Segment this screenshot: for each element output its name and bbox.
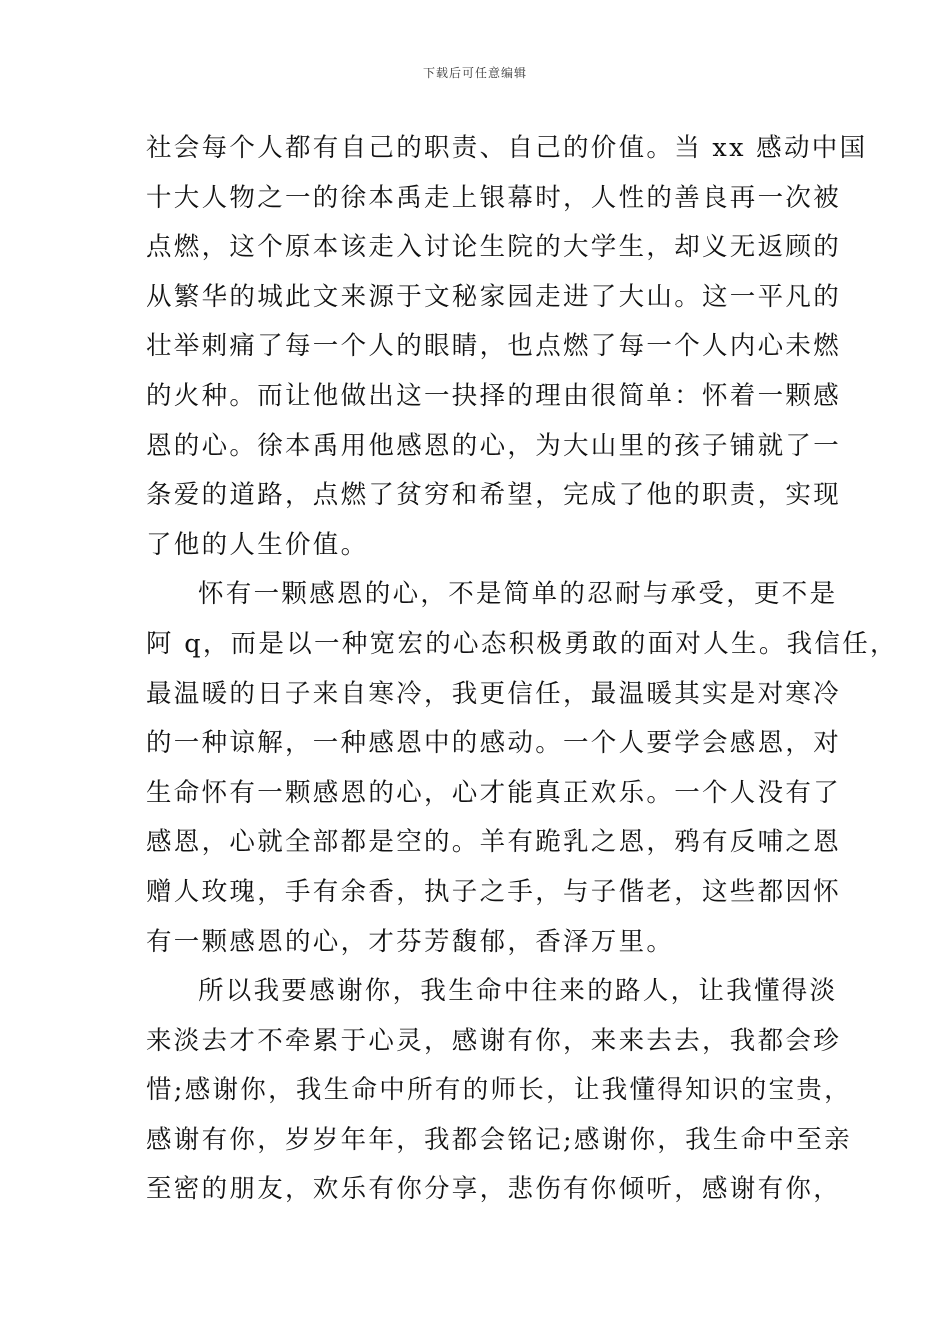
paragraph-2 — [146, 570, 898, 967]
paragraph-1 — [146, 124, 868, 570]
text-line: 的火种。而让他做出这一抉择的理由很简单：怀着一颗感 — [146, 380, 842, 411]
text-line: 最温暖的日子来自寒冷，我更信任，最温暖其实是对寒冷 — [146, 678, 842, 709]
text-line: 至密的朋友，欢乐有你分享，悲伤有你倾听，感谢有你， — [146, 1174, 842, 1205]
text-line-indented: 怀有一颗感恩的心，不是简单的忍耐与承受，更不是 — [198, 579, 838, 610]
page-header: 下载后可任意编辑 — [422, 66, 527, 80]
text-line: 来淡去才不牵累于心灵，感谢有你，来来去去，我都会珍 — [146, 1025, 842, 1056]
text-line: 感恩，心就全部都是空的。羊有跪乳之恩，鸦有反哺之恩 — [146, 827, 842, 858]
text-line: 阿 q，而是以一种宽宏的心态积极勇敢的面对人生。我信任， — [146, 628, 898, 659]
text-line: 了他的人生价值。 — [146, 529, 369, 560]
paragraph-3 — [146, 967, 852, 1215]
document-body — [146, 124, 898, 1215]
text-line: 赠人玫瑰，手有余香，执子之手，与子偕老，这些都因怀 — [146, 876, 842, 907]
text-line: 感谢有你，岁岁年年，我都会铭记;感谢你，我生命中至亲 — [146, 1124, 852, 1155]
text-line: 条爱的道路，点燃了贫穷和希望，完成了他的职责，实现 — [146, 480, 842, 511]
text-line: 的一种谅解，一种感恩中的感动。一个人要学会感恩，对 — [146, 728, 842, 759]
text-line: 生命怀有一颗感恩的心，心才能真正欢乐。一个人没有了 — [146, 777, 842, 808]
text-line-indented: 所以我要感谢你，我生命中往来的路人，让我懂得淡 — [198, 976, 838, 1007]
text-line: 壮举刺痛了每一个人的眼睛，也点燃了每一个人内心未燃 — [146, 331, 842, 362]
text-line: 从繁华的城此文来源于文秘家园走进了大山。这一平凡的 — [146, 281, 842, 312]
text-line: 惜;感谢你，我生命中所有的师长，让我懂得知识的宝贵， — [146, 1075, 852, 1106]
text-line: 恩的心。徐本禹用他感恩的心，为大山里的孩子铺就了一 — [146, 430, 842, 461]
text-line: 十大人物之一的徐本禹走上银幕时，人性的善良再一次被 — [146, 182, 842, 213]
text-line: 点燃，这个原本该走入讨论生院的大学生，却义无返顾的 — [146, 232, 842, 263]
text-line: 有一颗感恩的心，才芬芳馥郁，香泽万里。 — [146, 926, 675, 957]
text-line: 社会每个人都有自己的职责、自己的价值。当 xx 感动中国 — [146, 133, 868, 163]
